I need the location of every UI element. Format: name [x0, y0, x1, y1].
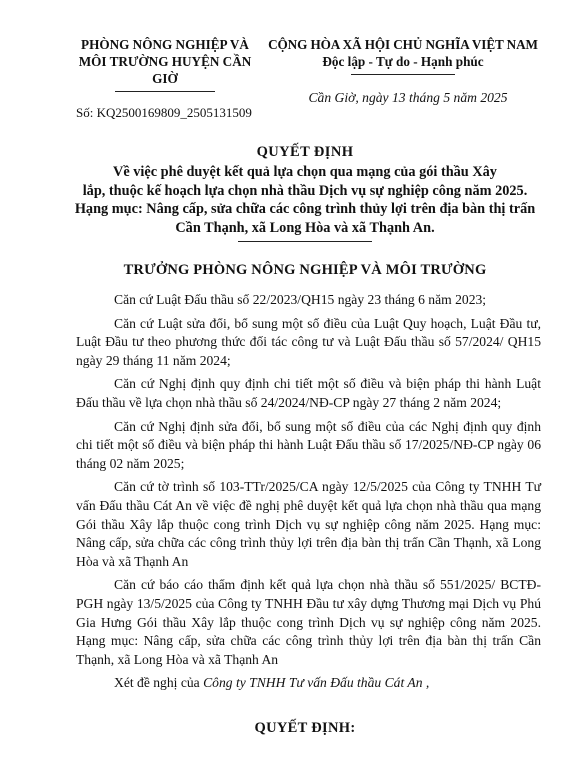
proposal-paragraph [76, 674, 541, 693]
agency-header [70, 36, 260, 92]
national-motto: Độc lập - Tự do - Hạnh phúc [322, 54, 484, 69]
national-header [258, 36, 548, 75]
decide-heading: QUYẾT ĐỊNH: [254, 720, 356, 736]
agency-underline [115, 91, 215, 92]
decision-heading: QUYẾT ĐỊNH [256, 144, 354, 160]
decision-title-block [70, 144, 540, 242]
agency-name-line3: GIỜ [152, 71, 178, 86]
document-body [76, 291, 541, 697]
legal-basis-paragraph: Căn cứ Luật Đấu thầu số 22/2023/QH15 ngày 23 tháng 6 năm 2023; [114, 292, 487, 307]
legal-basis-paragraph: Căn cứ Nghị định quy định chi tiết một số điều và biện pháp thi hành Luật Đấu thầu về lựa chọn nhà thầu số 24/2024/NĐ-CP ngày 27 tháng 2 năm 2024; [76, 376, 541, 410]
subject-line-2: lắp, thuộc kế hoạch lựa chọn nhà thầu Dịch vụ sự nghiệp công năm 2025. [82, 182, 528, 199]
legal-basis-paragraph: Căn cứ Nghị định sửa đổi, bổ sung một số điều của các Nghị định quy định chi tiết một số điều và biện pháp thi hành Luật Đấu thầu số 17/2025/NĐ-CP ngày 06 tháng 02 năm 2025; [76, 418, 541, 471]
motto-underline [351, 74, 455, 75]
subject-line-3: Hạng mục: Nâng cấp, sửa chữa các công trình thủy lợi trên địa bàn thị trấn [74, 201, 536, 217]
agency-name-line2: MÔI TRƯỜNG HUYỆN CẦN [78, 54, 252, 69]
issuing-authority: TRƯỞNG PHÒNG NÔNG NGHIỆP VÀ MÔI TRƯỜNG [123, 262, 487, 278]
issue-date: Cần Giờ, ngày 13 tháng 5 năm 2025 [308, 90, 508, 105]
legal-basis-paragraph: Căn cứ tờ trình số 103-TTr/2025/CA ngày 12/5/2025 của Công ty TNHH Tư vấn Đấu thầu Cát An về việc đề nghị phê duyệt kết quả lựa chọn nhà thầu qua mạng Gói thầu Xây lắp thuộc cong trình Dịch vụ sự nghiệp công năm 2025. Hạng mục: Nâng cấp, sửa chữa các công trình thủy lợi trên địa bàn thị trấn Cần Thạnh, xã Long Hòa và xã Thạnh An [76, 479, 541, 569]
nation-title: CỘNG HÒA XÃ HỘI CHỦ NGHĨA VIỆT NAM [268, 37, 538, 52]
decision-subject [70, 163, 540, 237]
agency-name-line1: PHÒNG NÔNG NGHIỆP VÀ [81, 37, 249, 52]
legal-basis-paragraph: Căn cứ báo cáo thẩm định kết quả lựa chọn nhà thầu số 551/2025/ BCTĐ-PGH ngày 13/5/2025 của Công ty TNHH Đầu tư xây dựng Thương mại Dịch vụ Phú Gia Hưng Gói thầu Xây lắp thuộc cong trình Dịch vụ sự nghiệp công năm 2025. Hạng mục: Nâng cấp, sửa chữa các công trình thủy lợi trên địa bàn thị trấn Cần Thạnh, xã Long Hòa và xã Thạnh An [76, 577, 541, 667]
proposal-prefix: Xét đề nghị của [114, 675, 204, 691]
proposal-organization: Công ty TNHH Tư vấn Đấu thầu Cát An , [203, 675, 430, 691]
legal-basis-paragraph: Căn cứ Luật sửa đổi, bổ sung một số điều của Luật Quy hoạch, Luật Đầu tư, Luật Đầu tư theo phương thức đối tác công tư và Luật Đấu thầu số 57/2024/ QH15 ngày 29 tháng 11 năm 2024; [76, 315, 541, 368]
subject-line-4: Cần Thạnh, xã Long Hòa và xã Thạnh An. [175, 219, 435, 236]
title-underline [238, 241, 372, 242]
subject-line-1: Về việc phê duyệt kết quả lựa chọn qua mạng của gói thầu Xây [113, 164, 497, 180]
document-number: Số: KQ2500169809_2505131509 [76, 105, 252, 120]
